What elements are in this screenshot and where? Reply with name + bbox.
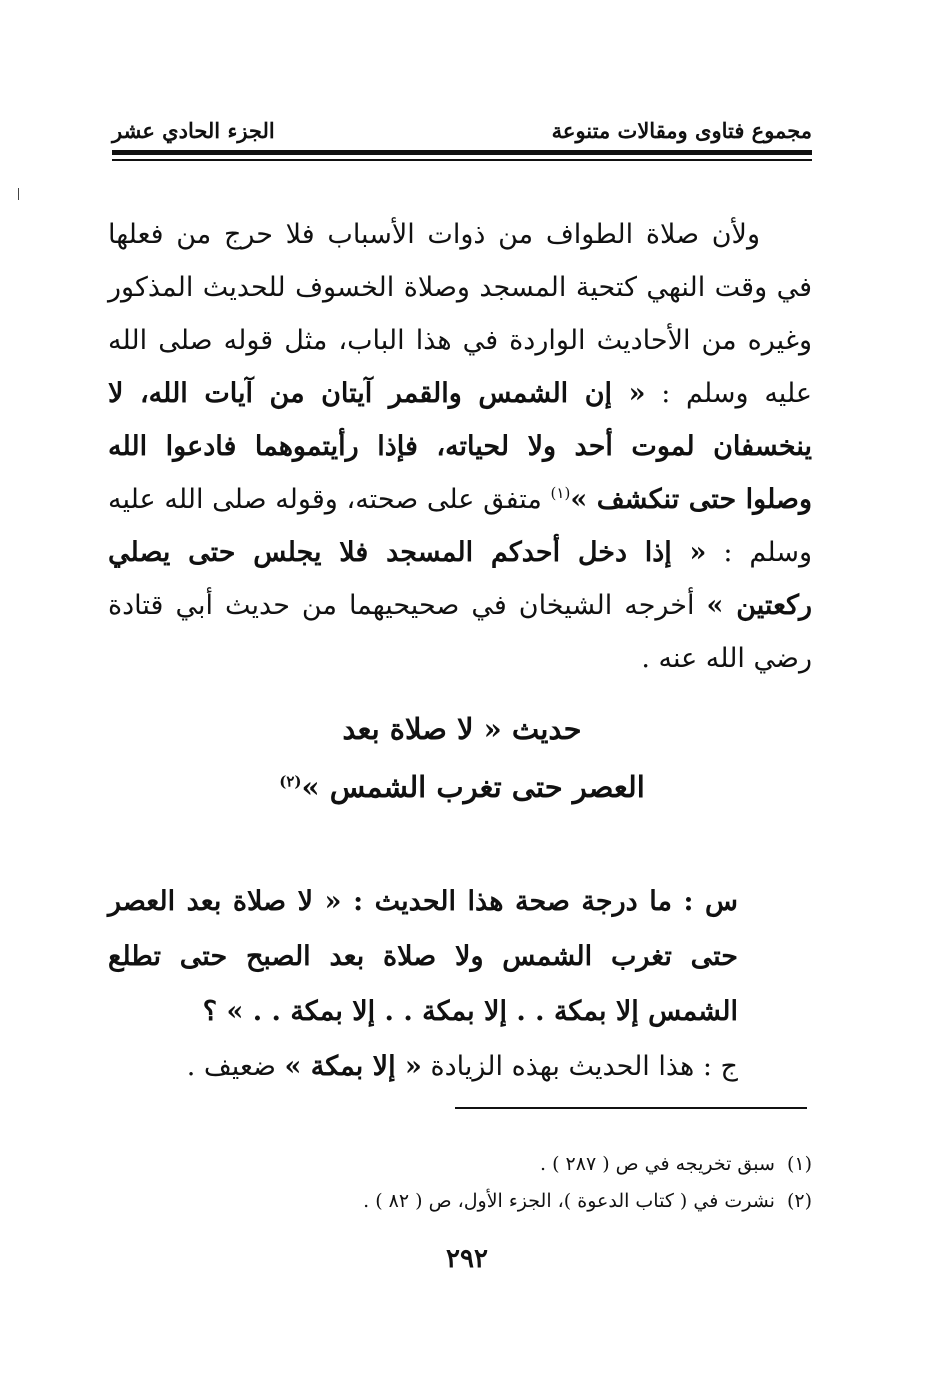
hadith-quote: « إذا دخل أحدكم المسجد فلا يجلس حتى يصلي ركعتين »	[108, 537, 812, 621]
question-prefix: س : ما درجة صحة هذا الحديث :	[353, 886, 738, 917]
footnote-rule	[455, 1107, 807, 1109]
footnote	[112, 1183, 812, 1220]
answer	[108, 1039, 738, 1094]
paragraph-text: أخرجه الشيخان في صحيحيهما من حديث أبي قتادة رضي الله عنه .	[108, 590, 812, 674]
book-title: مجموع فتاوى ومقالات متنوعة	[551, 118, 812, 143]
page-number: ٢٩٢	[446, 1244, 488, 1274]
footnote-text: سبق تخريجه في ص ( ٢٨٧ ) .	[540, 1153, 775, 1175]
running-header	[112, 118, 812, 143]
section-title	[112, 700, 812, 816]
footnote-text: نشرت في ( كتاب الدعوة )، الجزء الأول، ص ( ٨٢ ) .	[363, 1190, 775, 1212]
section-title-line: حديث « لا صلاة بعد	[342, 712, 582, 746]
answer-quote: « إلا بمكة »	[284, 1051, 422, 1082]
footnote-number: (١)	[786, 1153, 812, 1175]
question-quote: « لا صلاة بعد العصر حتى تغرب الشمس ولا صلاة بعد الصبح حتى تطلع الشمس إلا بمكة . . إلا بمكة . . إلا بمكة . . » ؟	[108, 886, 738, 1027]
header-rule-thin	[112, 159, 812, 161]
footnotes	[112, 1146, 812, 1220]
footnote-number: (٢)	[786, 1190, 812, 1212]
question	[108, 874, 738, 1039]
paragraph	[108, 208, 812, 685]
section-title-text: العصر حتى تغرب الشمس »	[301, 770, 645, 804]
question-answer	[108, 874, 738, 1094]
footnote-marker: (٢)	[279, 772, 302, 791]
volume-label: الجزء الحادي عشر	[112, 118, 275, 143]
section-title-line-2	[112, 758, 812, 816]
margin-mark	[18, 188, 19, 200]
answer-prefix: ج : هذا الحديث بهذه الزيادة	[430, 1051, 738, 1082]
hadith-quote: « إن الشمس والقمر آيتان من آيات الله، لا ينخسفان لموت أحد ولا لحياته، فإذا رأيتموهما فادعوا الله وصلوا حتى تنكشف »	[108, 378, 812, 515]
paragraph-text: ولأن صلاة الطواف من ذوات الأسباب فلا حرج من فعلها في وقت النهي كتحية المسجد وصلاة الخسوف للحديث المذكور وغيره من الأحاديث الواردة في هذا الباب، مثل قوله صلى الله عليه وسلم :	[108, 219, 812, 409]
answer-end: ضعيف .	[186, 1051, 276, 1082]
header-rule-thick	[112, 150, 812, 155]
footnote	[112, 1146, 812, 1183]
footnote-marker: (١)	[550, 484, 571, 502]
body-text	[108, 208, 812, 685]
paragraph-text: متفق على صحته، وقوله صلى الله عليه وسلم :	[108, 484, 813, 568]
